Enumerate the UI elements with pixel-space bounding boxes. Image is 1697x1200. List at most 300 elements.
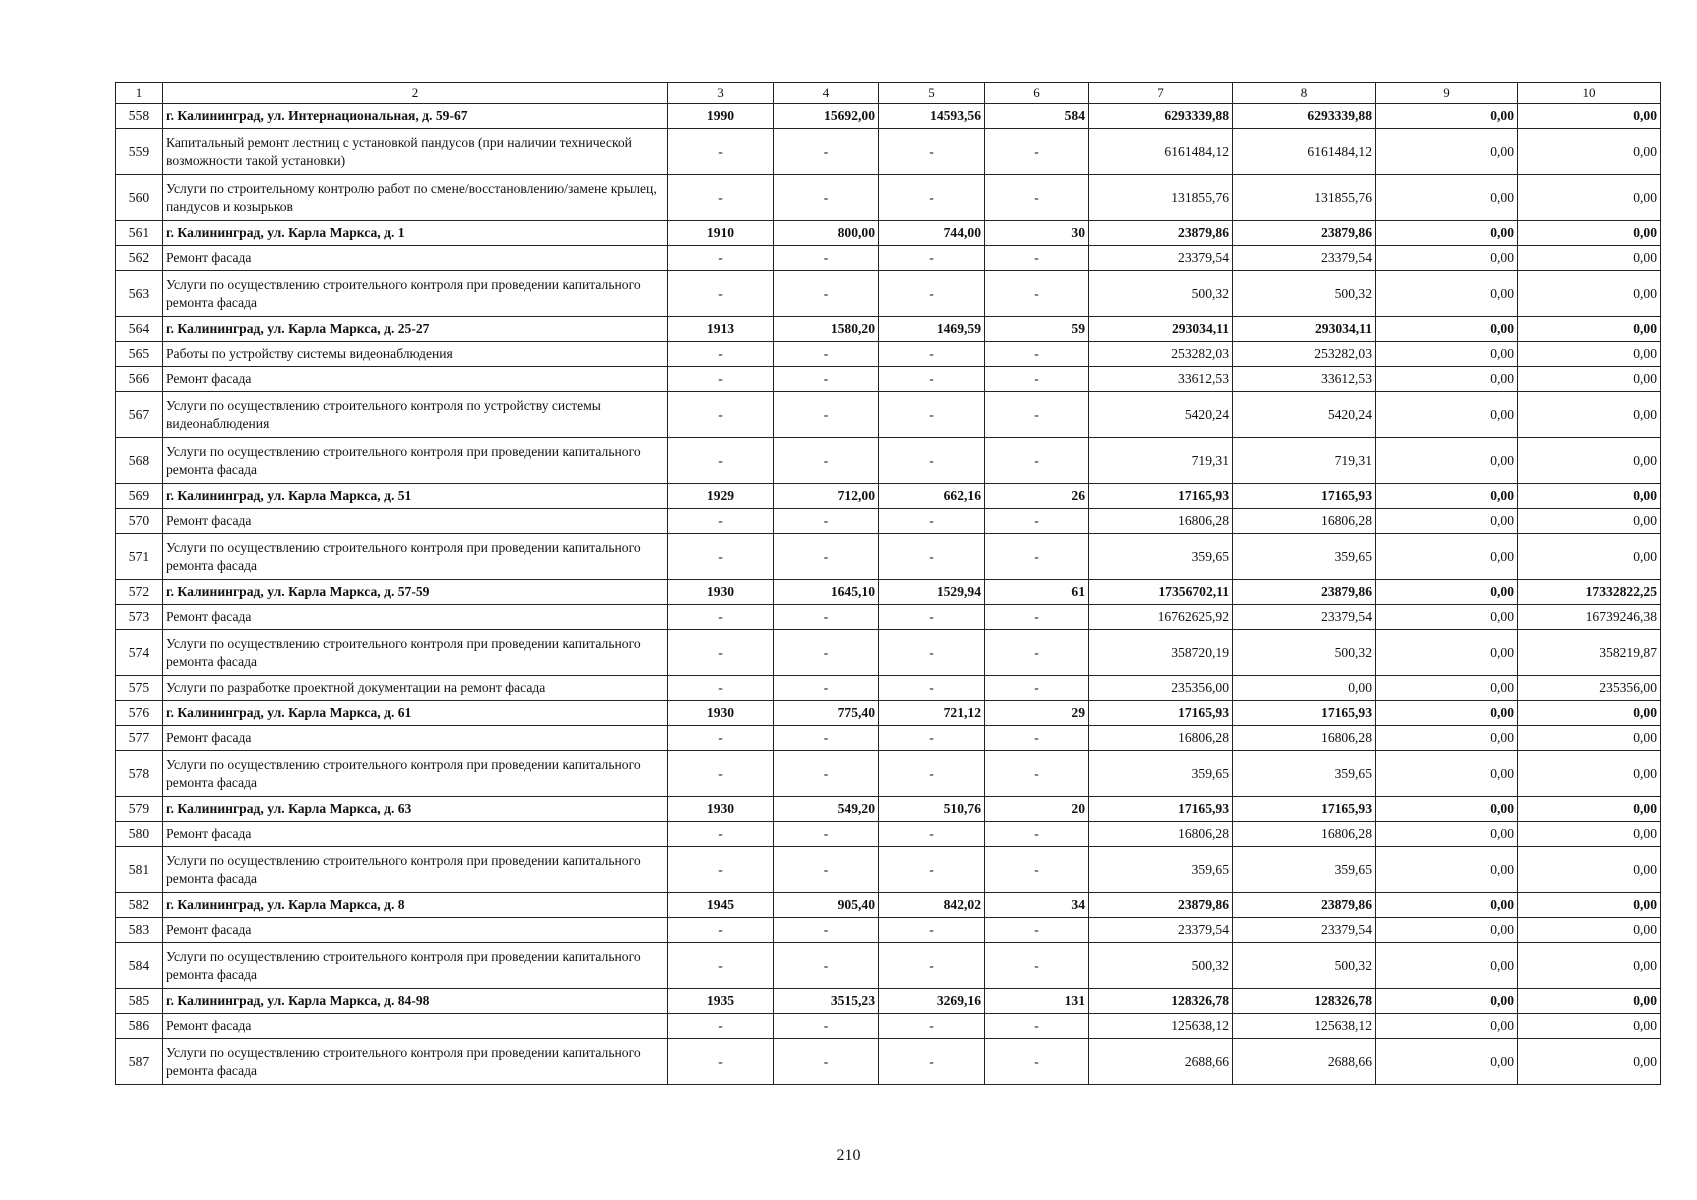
row-cell-4: -: [774, 676, 879, 701]
row-cell-4: -: [774, 175, 879, 221]
row-cell-4: -: [774, 1014, 879, 1039]
table-row: [116, 989, 1661, 1014]
row-number-cell: 573: [116, 605, 163, 630]
row-cell-8: 359,65: [1233, 847, 1376, 893]
row-cell-3: 1929: [668, 484, 774, 509]
row-cell-7: 358720,19: [1089, 630, 1233, 676]
row-number-cell: 564: [116, 317, 163, 342]
row-cell-3: 1910: [668, 221, 774, 246]
row-number-cell: 559: [116, 129, 163, 175]
header-cell-5: 5: [879, 83, 985, 104]
row-cell-7: 2688,66: [1089, 1039, 1233, 1085]
row-cell-4: -: [774, 751, 879, 797]
row-cell-6: -: [985, 1039, 1089, 1085]
table-row: [116, 1039, 1661, 1085]
row-name-cell: Услуги по строительному контролю работ по смене/восстановлению/замене крылец, пандусов и козырьков: [163, 175, 668, 221]
row-cell-6: 61: [985, 580, 1089, 605]
row-number-cell: 584: [116, 943, 163, 989]
row-name-cell: Услуги по осуществлению строительного контроля при проведении капитального ремонта фасада: [163, 438, 668, 484]
row-name-cell: г. Калининград, ул. Карла Маркса, д. 63: [163, 797, 668, 822]
row-cell-5: -: [879, 509, 985, 534]
row-cell-9: 0,00: [1376, 392, 1518, 438]
row-cell-10: 16739246,38: [1518, 605, 1661, 630]
table-row: [116, 797, 1661, 822]
row-cell-7: 6161484,12: [1089, 129, 1233, 175]
row-cell-3: -: [668, 676, 774, 701]
row-cell-4: -: [774, 630, 879, 676]
row-cell-10: 0,00: [1518, 438, 1661, 484]
row-number-cell: 575: [116, 676, 163, 701]
row-name-cell: Ремонт фасада: [163, 918, 668, 943]
row-cell-9: 0,00: [1376, 918, 1518, 943]
header-cell-1: 1: [116, 83, 163, 104]
row-cell-9: 0,00: [1376, 797, 1518, 822]
table-row: [116, 221, 1661, 246]
row-cell-9: 0,00: [1376, 246, 1518, 271]
row-cell-5: -: [879, 676, 985, 701]
row-cell-9: 0,00: [1376, 175, 1518, 221]
row-name-cell: Услуги по разработке проектной документации на ремонт фасада: [163, 676, 668, 701]
row-cell-7: 359,65: [1089, 534, 1233, 580]
table-row: [116, 726, 1661, 751]
header-cell-6: 6: [985, 83, 1089, 104]
row-cell-7: 33612,53: [1089, 367, 1233, 392]
row-number-cell: 581: [116, 847, 163, 893]
row-cell-10: 0,00: [1518, 701, 1661, 726]
row-name-cell: Услуги по осуществлению строительного контроля при проведении капитального ремонта фасада: [163, 630, 668, 676]
row-cell-5: -: [879, 342, 985, 367]
row-cell-8: 128326,78: [1233, 989, 1376, 1014]
row-name-cell: Ремонт фасада: [163, 367, 668, 392]
row-cell-4: 1645,10: [774, 580, 879, 605]
row-cell-8: 23379,54: [1233, 918, 1376, 943]
row-cell-5: -: [879, 726, 985, 751]
row-cell-4: 549,20: [774, 797, 879, 822]
row-name-cell: г. Калининград, ул. Карла Маркса, д. 51: [163, 484, 668, 509]
row-cell-7: 359,65: [1089, 751, 1233, 797]
row-cell-10: 0,00: [1518, 893, 1661, 918]
row-name-cell: г. Калининград, ул. Карла Маркса, д. 84-98: [163, 989, 668, 1014]
table-row: [116, 392, 1661, 438]
table-body: [116, 83, 1661, 1085]
row-cell-7: 719,31: [1089, 438, 1233, 484]
row-cell-8: 23879,86: [1233, 221, 1376, 246]
row-cell-7: 5420,24: [1089, 392, 1233, 438]
row-name-cell: Услуги по осуществлению строительного контроля при проведении капитального ремонта фасада: [163, 1039, 668, 1085]
row-cell-8: 293034,11: [1233, 317, 1376, 342]
row-cell-10: 0,00: [1518, 246, 1661, 271]
row-name-cell: Услуги по осуществлению строительного контроля при проведении капитального ремонта фасада: [163, 534, 668, 580]
table-row: [116, 175, 1661, 221]
row-cell-9: 0,00: [1376, 271, 1518, 317]
row-cell-7: 128326,78: [1089, 989, 1233, 1014]
row-cell-4: -: [774, 1039, 879, 1085]
row-name-cell: г. Калининград, ул. Карла Маркса, д. 1: [163, 221, 668, 246]
row-cell-8: 6293339,88: [1233, 104, 1376, 129]
row-cell-6: -: [985, 509, 1089, 534]
row-name-cell: Ремонт фасада: [163, 1014, 668, 1039]
row-number-cell: 572: [116, 580, 163, 605]
row-cell-5: -: [879, 246, 985, 271]
row-cell-8: 16806,28: [1233, 509, 1376, 534]
row-cell-6: 30: [985, 221, 1089, 246]
header-cell-10: 10: [1518, 83, 1661, 104]
row-cell-9: 0,00: [1376, 605, 1518, 630]
row-cell-8: 23879,86: [1233, 893, 1376, 918]
row-cell-10: 0,00: [1518, 129, 1661, 175]
row-cell-3: -: [668, 751, 774, 797]
row-cell-9: 0,00: [1376, 943, 1518, 989]
row-cell-7: 23879,86: [1089, 221, 1233, 246]
row-cell-8: 16806,28: [1233, 726, 1376, 751]
row-cell-5: 721,12: [879, 701, 985, 726]
row-cell-10: 0,00: [1518, 367, 1661, 392]
row-cell-8: 5420,24: [1233, 392, 1376, 438]
row-cell-6: -: [985, 392, 1089, 438]
row-cell-5: -: [879, 751, 985, 797]
row-number-cell: 585: [116, 989, 163, 1014]
row-number-cell: 562: [116, 246, 163, 271]
row-cell-7: 16806,28: [1089, 822, 1233, 847]
row-cell-3: 1990: [668, 104, 774, 129]
row-cell-3: -: [668, 630, 774, 676]
row-number-cell: 567: [116, 392, 163, 438]
table-row: [116, 822, 1661, 847]
page-number: 210: [836, 1147, 861, 1164]
row-cell-7: 17356702,11: [1089, 580, 1233, 605]
row-number-cell: 586: [116, 1014, 163, 1039]
row-cell-4: -: [774, 943, 879, 989]
row-cell-8: 359,65: [1233, 534, 1376, 580]
row-number-cell: 570: [116, 509, 163, 534]
row-cell-7: 23379,54: [1089, 918, 1233, 943]
row-cell-4: -: [774, 367, 879, 392]
row-cell-5: 744,00: [879, 221, 985, 246]
row-cell-8: 131855,76: [1233, 175, 1376, 221]
row-cell-7: 23879,86: [1089, 893, 1233, 918]
row-cell-6: -: [985, 751, 1089, 797]
row-cell-3: -: [668, 129, 774, 175]
row-number-cell: 580: [116, 822, 163, 847]
table-row: [116, 943, 1661, 989]
row-name-cell: Капитальный ремонт лестниц с установкой пандусов (при наличии технической возможности такой установки): [163, 129, 668, 175]
row-cell-4: -: [774, 438, 879, 484]
row-cell-7: 293034,11: [1089, 317, 1233, 342]
header-cell-8: 8: [1233, 83, 1376, 104]
row-number-cell: 574: [116, 630, 163, 676]
row-cell-6: -: [985, 943, 1089, 989]
row-cell-6: -: [985, 342, 1089, 367]
row-number-cell: 566: [116, 367, 163, 392]
row-cell-8: 33612,53: [1233, 367, 1376, 392]
row-cell-9: 0,00: [1376, 676, 1518, 701]
row-cell-8: 17165,93: [1233, 484, 1376, 509]
row-cell-7: 253282,03: [1089, 342, 1233, 367]
table-row: [116, 509, 1661, 534]
row-name-cell: г. Калининград, ул. Карла Маркса, д. 25-27: [163, 317, 668, 342]
row-cell-5: 842,02: [879, 893, 985, 918]
row-cell-6: -: [985, 726, 1089, 751]
table-row: [116, 630, 1661, 676]
table-row: [116, 367, 1661, 392]
row-cell-5: -: [879, 822, 985, 847]
row-cell-4: -: [774, 847, 879, 893]
row-cell-7: 500,32: [1089, 271, 1233, 317]
row-cell-9: 0,00: [1376, 317, 1518, 342]
row-cell-8: 253282,03: [1233, 342, 1376, 367]
row-number-cell: 579: [116, 797, 163, 822]
row-cell-7: 17165,93: [1089, 484, 1233, 509]
row-cell-4: 3515,23: [774, 989, 879, 1014]
row-cell-9: 0,00: [1376, 989, 1518, 1014]
row-cell-6: -: [985, 918, 1089, 943]
table-row: [116, 484, 1661, 509]
row-cell-3: -: [668, 605, 774, 630]
header-cell-7: 7: [1089, 83, 1233, 104]
row-name-cell: Услуги по осуществлению строительного контроля при проведении капитального ремонта фасада: [163, 943, 668, 989]
row-cell-9: 0,00: [1376, 221, 1518, 246]
row-cell-6: -: [985, 271, 1089, 317]
row-cell-10: 0,00: [1518, 989, 1661, 1014]
row-cell-10: 0,00: [1518, 534, 1661, 580]
row-cell-10: 0,00: [1518, 1039, 1661, 1085]
row-cell-3: -: [668, 392, 774, 438]
row-cell-7: 500,32: [1089, 943, 1233, 989]
row-cell-8: 23379,54: [1233, 246, 1376, 271]
row-cell-10: 0,00: [1518, 822, 1661, 847]
table-row: [116, 438, 1661, 484]
row-cell-6: 34: [985, 893, 1089, 918]
row-cell-6: 59: [985, 317, 1089, 342]
row-name-cell: г. Калининград, ул. Карла Маркса, д. 61: [163, 701, 668, 726]
row-cell-6: -: [985, 1014, 1089, 1039]
row-cell-9: 0,00: [1376, 438, 1518, 484]
row-cell-3: 1935: [668, 989, 774, 1014]
row-name-cell: Ремонт фасада: [163, 605, 668, 630]
row-cell-10: 0,00: [1518, 726, 1661, 751]
row-cell-9: 0,00: [1376, 726, 1518, 751]
row-number-cell: 587: [116, 1039, 163, 1085]
row-cell-9: 0,00: [1376, 104, 1518, 129]
row-cell-4: -: [774, 918, 879, 943]
header-cell-4: 4: [774, 83, 879, 104]
row-cell-3: -: [668, 822, 774, 847]
row-name-cell: Ремонт фасада: [163, 726, 668, 751]
document-sheet: [115, 82, 1657, 1085]
row-name-cell: Услуги по осуществлению строительного контроля при проведении капитального ремонта фасада: [163, 847, 668, 893]
row-cell-10: 0,00: [1518, 392, 1661, 438]
row-cell-7: 235356,00: [1089, 676, 1233, 701]
row-cell-5: -: [879, 847, 985, 893]
header-cell-3: 3: [668, 83, 774, 104]
row-cell-5: -: [879, 943, 985, 989]
row-cell-5: 1469,59: [879, 317, 985, 342]
row-cell-5: -: [879, 271, 985, 317]
row-cell-10: 235356,00: [1518, 676, 1661, 701]
row-cell-4: 775,40: [774, 701, 879, 726]
row-cell-5: -: [879, 534, 985, 580]
row-cell-3: -: [668, 509, 774, 534]
row-cell-6: -: [985, 175, 1089, 221]
row-cell-8: 17165,93: [1233, 701, 1376, 726]
row-cell-7: 16806,28: [1089, 509, 1233, 534]
row-cell-8: 0,00: [1233, 676, 1376, 701]
row-cell-9: 0,00: [1376, 342, 1518, 367]
row-cell-3: -: [668, 271, 774, 317]
row-cell-7: 131855,76: [1089, 175, 1233, 221]
row-number-cell: 565: [116, 342, 163, 367]
table-row: [116, 129, 1661, 175]
table-row: [116, 893, 1661, 918]
row-cell-8: 2688,66: [1233, 1039, 1376, 1085]
row-cell-9: 0,00: [1376, 367, 1518, 392]
row-cell-7: 16806,28: [1089, 726, 1233, 751]
row-number-cell: 568: [116, 438, 163, 484]
row-cell-4: 800,00: [774, 221, 879, 246]
row-cell-7: 359,65: [1089, 847, 1233, 893]
row-cell-9: 0,00: [1376, 630, 1518, 676]
row-cell-7: 6293339,88: [1089, 104, 1233, 129]
row-cell-5: -: [879, 1014, 985, 1039]
row-cell-9: 0,00: [1376, 701, 1518, 726]
row-number-cell: 576: [116, 701, 163, 726]
row-cell-10: 0,00: [1518, 751, 1661, 797]
row-cell-10: 0,00: [1518, 509, 1661, 534]
row-cell-9: 0,00: [1376, 1014, 1518, 1039]
row-cell-8: 359,65: [1233, 751, 1376, 797]
row-cell-3: -: [668, 175, 774, 221]
row-cell-10: 0,00: [1518, 221, 1661, 246]
row-cell-5: 3269,16: [879, 989, 985, 1014]
row-cell-5: -: [879, 918, 985, 943]
row-cell-3: -: [668, 534, 774, 580]
row-cell-3: -: [668, 438, 774, 484]
row-cell-3: -: [668, 918, 774, 943]
header-row: [116, 83, 1661, 104]
row-cell-3: -: [668, 726, 774, 751]
row-cell-4: -: [774, 271, 879, 317]
row-cell-6: 20: [985, 797, 1089, 822]
row-cell-8: 125638,12: [1233, 1014, 1376, 1039]
table-row: [116, 918, 1661, 943]
row-cell-8: 500,32: [1233, 271, 1376, 317]
row-cell-6: -: [985, 534, 1089, 580]
row-cell-9: 0,00: [1376, 847, 1518, 893]
row-cell-6: -: [985, 605, 1089, 630]
row-cell-9: 0,00: [1376, 509, 1518, 534]
row-cell-10: 0,00: [1518, 943, 1661, 989]
row-number-cell: 569: [116, 484, 163, 509]
row-cell-10: 0,00: [1518, 847, 1661, 893]
row-cell-4: -: [774, 726, 879, 751]
table-row: [116, 317, 1661, 342]
row-cell-4: 15692,00: [774, 104, 879, 129]
row-name-cell: Ремонт фасада: [163, 246, 668, 271]
row-cell-10: 0,00: [1518, 797, 1661, 822]
row-cell-6: -: [985, 438, 1089, 484]
row-cell-5: 1529,94: [879, 580, 985, 605]
row-cell-8: 23379,54: [1233, 605, 1376, 630]
row-cell-6: -: [985, 367, 1089, 392]
row-cell-4: -: [774, 342, 879, 367]
row-name-cell: г. Калининград, ул. Карла Маркса, д. 57-59: [163, 580, 668, 605]
table-row: [116, 534, 1661, 580]
row-cell-3: -: [668, 1039, 774, 1085]
table-row: [116, 580, 1661, 605]
row-cell-6: -: [985, 822, 1089, 847]
row-cell-4: -: [774, 246, 879, 271]
table-row: [116, 246, 1661, 271]
row-number-cell: 571: [116, 534, 163, 580]
row-cell-3: -: [668, 246, 774, 271]
row-number-cell: 577: [116, 726, 163, 751]
table-row: [116, 751, 1661, 797]
row-cell-7: 17165,93: [1089, 797, 1233, 822]
row-number-cell: 582: [116, 893, 163, 918]
row-cell-10: 0,00: [1518, 271, 1661, 317]
row-cell-9: 0,00: [1376, 534, 1518, 580]
row-cell-7: 23379,54: [1089, 246, 1233, 271]
row-cell-9: 0,00: [1376, 1039, 1518, 1085]
row-cell-6: -: [985, 676, 1089, 701]
row-cell-4: 712,00: [774, 484, 879, 509]
row-cell-3: -: [668, 847, 774, 893]
row-cell-5: 14593,56: [879, 104, 985, 129]
row-cell-9: 0,00: [1376, 129, 1518, 175]
row-cell-9: 0,00: [1376, 751, 1518, 797]
table-row: [116, 1014, 1661, 1039]
row-cell-9: 0,00: [1376, 484, 1518, 509]
row-name-cell: Ремонт фасада: [163, 509, 668, 534]
table-row: [116, 605, 1661, 630]
row-cell-4: -: [774, 509, 879, 534]
table-row: [116, 342, 1661, 367]
row-cell-4: -: [774, 534, 879, 580]
row-name-cell: г. Калининград, ул. Карла Маркса, д. 8: [163, 893, 668, 918]
row-cell-7: 17165,93: [1089, 701, 1233, 726]
row-cell-8: 500,32: [1233, 630, 1376, 676]
row-name-cell: Ремонт фасада: [163, 822, 668, 847]
row-cell-6: 26: [985, 484, 1089, 509]
row-cell-8: 23879,86: [1233, 580, 1376, 605]
row-cell-7: 16762625,92: [1089, 605, 1233, 630]
row-name-cell: Работы по устройству системы видеонаблюдения: [163, 342, 668, 367]
header-cell-2: 2: [163, 83, 668, 104]
row-cell-8: 719,31: [1233, 438, 1376, 484]
row-cell-8: 16806,28: [1233, 822, 1376, 847]
row-cell-5: -: [879, 392, 985, 438]
row-cell-5: -: [879, 605, 985, 630]
table-row: [116, 847, 1661, 893]
row-cell-5: -: [879, 630, 985, 676]
row-number-cell: 583: [116, 918, 163, 943]
row-cell-5: -: [879, 129, 985, 175]
row-cell-10: 0,00: [1518, 484, 1661, 509]
table-row: [116, 676, 1661, 701]
row-cell-5: -: [879, 438, 985, 484]
row-cell-5: 510,76: [879, 797, 985, 822]
row-cell-3: 1913: [668, 317, 774, 342]
row-name-cell: Услуги по осуществлению строительного контроля при проведении капитального ремонта фасада: [163, 271, 668, 317]
row-cell-4: -: [774, 392, 879, 438]
table-row: [116, 271, 1661, 317]
row-cell-6: 584: [985, 104, 1089, 129]
row-cell-5: -: [879, 1039, 985, 1085]
row-cell-6: -: [985, 246, 1089, 271]
row-cell-10: 0,00: [1518, 342, 1661, 367]
row-cell-4: -: [774, 129, 879, 175]
row-cell-9: 0,00: [1376, 580, 1518, 605]
